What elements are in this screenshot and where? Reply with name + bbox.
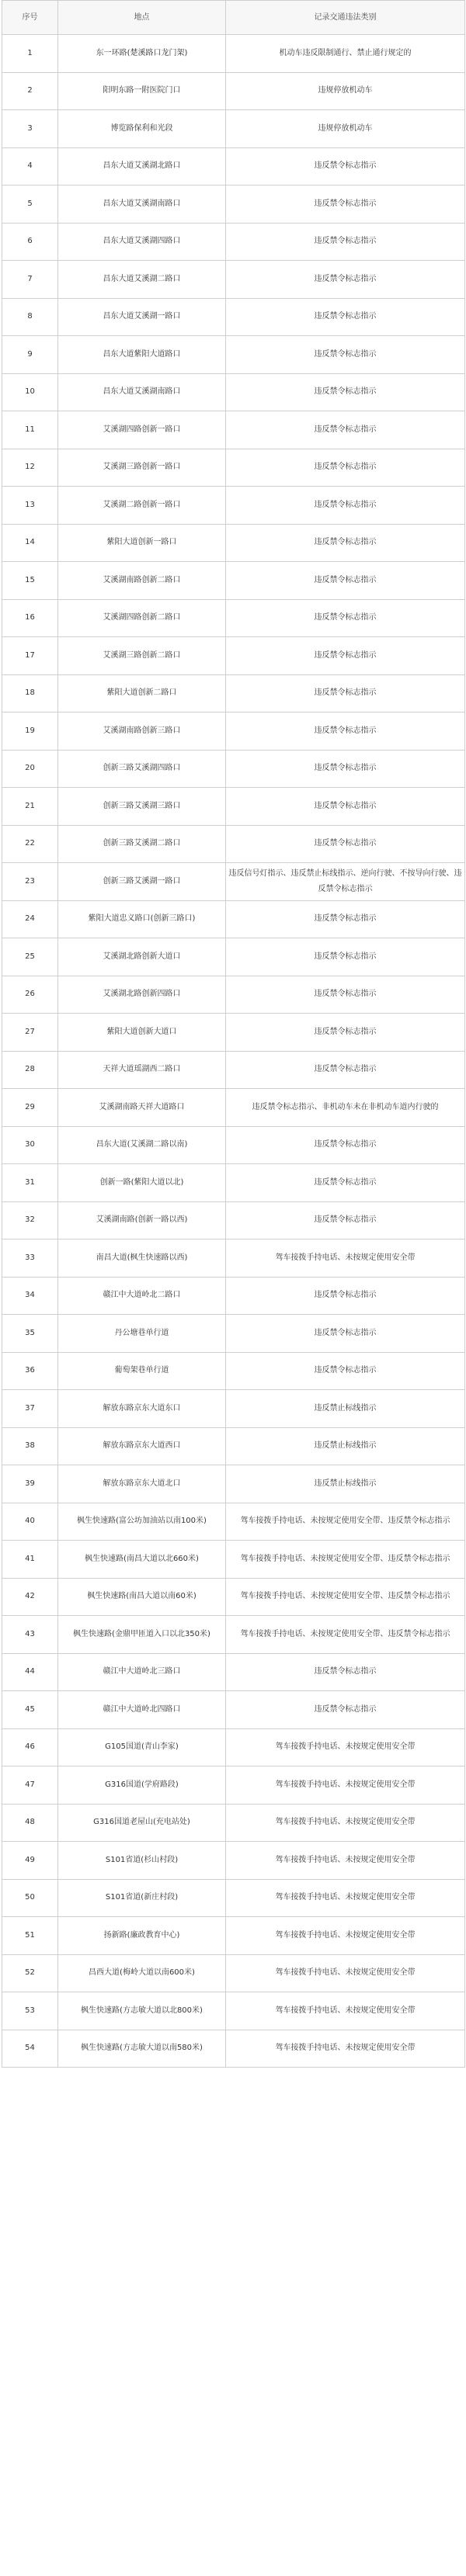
table-row <box>2 788 465 826</box>
traffic-camera-table <box>2 0 465 2068</box>
cell-location: 昌东大道艾溪湖南路口 <box>58 373 226 411</box>
cell-location: 紫阳大道创新一路口 <box>58 524 226 562</box>
cell-location: G316国道(学府路段) <box>58 1766 226 1805</box>
table-row <box>2 1541 465 1579</box>
table-row <box>2 449 465 487</box>
cell-index: 38 <box>2 1427 58 1465</box>
cell-location: 艾溪湖四路创新二路口 <box>58 599 226 637</box>
cell-location: 艾溪湖北路创新大道口 <box>58 938 226 976</box>
cell-location: 创新三路艾溪湖四路口 <box>58 750 226 788</box>
table-row <box>2 1954 465 1992</box>
cell-index: 46 <box>2 1728 58 1766</box>
cell-index: 32 <box>2 1201 58 1239</box>
table-row <box>2 1766 465 1805</box>
cell-violation-type: 违反禁令标志指示 <box>226 750 465 788</box>
cell-violation-type: 驾车接拨手持电话、未按规定使用安全带、违反禁令标志指示 <box>226 1541 465 1579</box>
table-row <box>2 1653 465 1691</box>
cell-location: 阳明东路一附医院门口 <box>58 72 226 110</box>
cell-location: 博览路保利和光段 <box>58 110 226 148</box>
cell-index: 14 <box>2 524 58 562</box>
cell-location: 东一环路(楚溪路口龙门架) <box>58 35 226 73</box>
cell-location: 赣江中大道岭北二路口 <box>58 1277 226 1315</box>
cell-index: 47 <box>2 1766 58 1805</box>
cell-index: 31 <box>2 1164 58 1202</box>
cell-location: S101省道(杉山村段) <box>58 1842 226 1880</box>
cell-violation-type: 违反禁令标志指示 <box>226 1653 465 1691</box>
cell-violation-type: 违反禁令标志指示 <box>226 712 465 751</box>
cell-location: 艾溪湖南路天祥大道路口 <box>58 1089 226 1127</box>
cell-violation-type: 驾车接拨手持电话、未按规定使用安全带 <box>226 2030 465 2068</box>
table-row <box>2 298 465 336</box>
cell-location: G316国道老屋山(充电站处) <box>58 1804 226 1842</box>
cell-violation-type: 违反禁令标志指示 <box>226 1352 465 1390</box>
table-row <box>2 223 465 261</box>
table-row <box>2 1691 465 1729</box>
cell-location: 昌东大道紫阳大道路口 <box>58 336 226 374</box>
cell-index: 54 <box>2 2030 58 2068</box>
cell-index: 5 <box>2 185 58 224</box>
table-row <box>2 2030 465 2068</box>
table-row <box>2 750 465 788</box>
cell-violation-type: 违反禁令标志指示 <box>226 900 465 938</box>
cell-index: 34 <box>2 1277 58 1315</box>
cell-violation-type: 机动车违反限制通行、禁止通行规定的 <box>226 35 465 73</box>
cell-index: 1 <box>2 35 58 73</box>
cell-index: 11 <box>2 411 58 449</box>
cell-location: 赣江中大道岭北四路口 <box>58 1691 226 1729</box>
table-row <box>2 185 465 224</box>
cell-violation-type: 驾车接拨手持电话、未按规定使用安全带 <box>226 1992 465 2030</box>
cell-location: 艾溪湖南路创新二路口 <box>58 562 226 600</box>
table-row <box>2 411 465 449</box>
cell-violation-type: 违反禁止标线指示 <box>226 1465 465 1503</box>
cell-index: 26 <box>2 976 58 1014</box>
table-row <box>2 599 465 637</box>
cell-violation-type: 违反禁令标志指示 <box>226 223 465 261</box>
cell-violation-type: 违反禁令标志指示 <box>226 562 465 600</box>
table-row <box>2 712 465 751</box>
table-row <box>2 1201 465 1239</box>
cell-violation-type: 驾车接拨手持电话、未按规定使用安全带 <box>226 1804 465 1842</box>
cell-location: 创新三路艾溪湖三路口 <box>58 788 226 826</box>
table-row <box>2 863 465 901</box>
cell-violation-type: 违反禁令标志指示 <box>226 1014 465 1052</box>
cell-index: 42 <box>2 1578 58 1616</box>
cell-index: 33 <box>2 1239 58 1278</box>
cell-location: 昌东大道(艾溪湖二路以南) <box>58 1126 226 1164</box>
table-row <box>2 110 465 148</box>
cell-index: 39 <box>2 1465 58 1503</box>
cell-violation-type: 违反禁令标志指示 <box>226 1277 465 1315</box>
cell-violation-type: 违反禁令标志指示 <box>226 411 465 449</box>
cell-index: 53 <box>2 1992 58 2030</box>
cell-violation-type: 违反禁令标志指示 <box>226 674 465 712</box>
cell-violation-type: 违反禁令标志指示 <box>226 336 465 374</box>
cell-index: 40 <box>2 1503 58 1541</box>
cell-location: S101省道(新庄村段) <box>58 1879 226 1917</box>
cell-location: 创新一路(紫阳大道以北) <box>58 1164 226 1202</box>
cell-location: G105国道(青山李家) <box>58 1728 226 1766</box>
cell-location: 丹公塘巷单行道 <box>58 1315 226 1353</box>
table-row <box>2 1164 465 1202</box>
cell-index: 7 <box>2 261 58 299</box>
cell-violation-type: 违反禁令标志指示、非机动车未在非机动车道内行驶的 <box>226 1089 465 1127</box>
cell-location: 天祥大道瑶湖西二路口 <box>58 1051 226 1089</box>
cell-index: 20 <box>2 750 58 788</box>
table-row <box>2 487 465 525</box>
cell-index: 9 <box>2 336 58 374</box>
cell-index: 50 <box>2 1879 58 1917</box>
table-row <box>2 72 465 110</box>
table-header-row <box>2 1 465 35</box>
cell-index: 19 <box>2 712 58 751</box>
cell-location: 解放东路京东大道东口 <box>58 1390 226 1428</box>
cell-index: 36 <box>2 1352 58 1390</box>
table-row <box>2 976 465 1014</box>
cell-violation-type: 违规停放机动车 <box>226 72 465 110</box>
cell-violation-type: 违反禁令标志指示 <box>226 1315 465 1353</box>
cell-index: 23 <box>2 863 58 901</box>
cell-index: 49 <box>2 1842 58 1880</box>
cell-location: 枫生快速路(方志敏大道以南580米) <box>58 2030 226 2068</box>
cell-violation-type: 驾车接拨手持电话、未按规定使用安全带 <box>226 1728 465 1766</box>
cell-index: 51 <box>2 1917 58 1955</box>
table-row <box>2 1427 465 1465</box>
cell-violation-type: 驾车接拨手持电话、未按规定使用安全带 <box>226 1766 465 1805</box>
table-row <box>2 1390 465 1428</box>
cell-location: 创新三路艾溪湖一路口 <box>58 863 226 901</box>
cell-violation-type: 违反禁令标志指示 <box>226 487 465 525</box>
table-row <box>2 1728 465 1766</box>
cell-index: 30 <box>2 1126 58 1164</box>
cell-index: 24 <box>2 900 58 938</box>
table-row <box>2 1503 465 1541</box>
table-row <box>2 1089 465 1127</box>
cell-index: 22 <box>2 825 58 863</box>
cell-location: 艾溪湖北路创新四路口 <box>58 976 226 1014</box>
cell-index: 25 <box>2 938 58 976</box>
table-row <box>2 1578 465 1616</box>
cell-index: 27 <box>2 1014 58 1052</box>
cell-violation-type: 违规停放机动车 <box>226 110 465 148</box>
cell-index: 10 <box>2 373 58 411</box>
cell-violation-type: 驾车接拨手持电话、未按规定使用安全带 <box>226 1917 465 1955</box>
cell-index: 4 <box>2 147 58 185</box>
header-violation-type: 记录交通违法类别 <box>226 1 465 35</box>
cell-location: 创新三路艾溪湖二路口 <box>58 825 226 863</box>
cell-violation-type: 驾车接拨手持电话、未按规定使用安全带 <box>226 1879 465 1917</box>
table-row <box>2 1051 465 1089</box>
cell-location: 枫生快速路(方志敏大道以北800米) <box>58 1992 226 2030</box>
cell-location: 艾溪湖三路创新一路口 <box>58 449 226 487</box>
cell-location: 昌西大道(梅岭大道以南600米) <box>58 1954 226 1992</box>
header-index: 序号 <box>2 1 58 35</box>
cell-index: 43 <box>2 1616 58 1654</box>
table-row <box>2 373 465 411</box>
cell-violation-type: 违反禁令标志指示 <box>226 637 465 675</box>
cell-index: 45 <box>2 1691 58 1729</box>
table-row <box>2 825 465 863</box>
table-row <box>2 900 465 938</box>
table-row <box>2 1126 465 1164</box>
table-row <box>2 1352 465 1390</box>
cell-violation-type: 驾车接拨手持电话、未按规定使用安全带、违反禁令标志指示 <box>226 1578 465 1616</box>
table-row <box>2 1277 465 1315</box>
cell-violation-type: 违反禁令标志指示 <box>226 788 465 826</box>
table-row <box>2 1239 465 1278</box>
cell-violation-type: 违反禁令标志指示 <box>226 1164 465 1202</box>
cell-violation-type: 违反信号灯指示、违反禁止标线指示、逆向行驶、不按导向行驶、违反禁令标志指示 <box>226 863 465 901</box>
table-row <box>2 1315 465 1353</box>
cell-index: 8 <box>2 298 58 336</box>
cell-location: 艾溪湖南路创新三路口 <box>58 712 226 751</box>
table-row <box>2 1879 465 1917</box>
table-row <box>2 1616 465 1654</box>
cell-location: 紫阳大道创新大道口 <box>58 1014 226 1052</box>
table-row <box>2 1992 465 2030</box>
cell-violation-type: 驾车接拨手持电话、未按规定使用安全带 <box>226 1239 465 1278</box>
cell-violation-type: 驾车接拨手持电话、未按规定使用安全带 <box>226 1842 465 1880</box>
table-row <box>2 524 465 562</box>
table-row <box>2 147 465 185</box>
cell-location: 扬新路(廉政教育中心) <box>58 1917 226 1955</box>
cell-location: 艾溪湖南路(创新一路以西) <box>58 1201 226 1239</box>
cell-index: 17 <box>2 637 58 675</box>
cell-index: 41 <box>2 1541 58 1579</box>
cell-violation-type: 违反禁令标志指示 <box>226 825 465 863</box>
cell-index: 48 <box>2 1804 58 1842</box>
cell-index: 44 <box>2 1653 58 1691</box>
cell-index: 16 <box>2 599 58 637</box>
table-row <box>2 1804 465 1842</box>
cell-location: 赣江中大道岭北三路口 <box>58 1653 226 1691</box>
cell-violation-type: 违反禁令标志指示 <box>226 261 465 299</box>
table-row <box>2 35 465 73</box>
table-row <box>2 562 465 600</box>
cell-violation-type: 驾车接拨手持电话、未按规定使用安全带、违反禁令标志指示 <box>226 1616 465 1654</box>
cell-index: 2 <box>2 72 58 110</box>
cell-location: 艾溪湖二路创新一路口 <box>58 487 226 525</box>
cell-index: 6 <box>2 223 58 261</box>
table-row <box>2 336 465 374</box>
cell-location: 枫生快速路(富公坊加油站以南100米) <box>58 1503 226 1541</box>
table-row <box>2 938 465 976</box>
cell-index: 28 <box>2 1051 58 1089</box>
table-row <box>2 674 465 712</box>
header-location: 地点 <box>58 1 226 35</box>
cell-location: 昌东大道艾溪湖一路口 <box>58 298 226 336</box>
cell-location: 紫阳大道创新二路口 <box>58 674 226 712</box>
cell-violation-type: 违反禁令标志指示 <box>226 147 465 185</box>
cell-violation-type: 驾车接拨手持电话、未按规定使用安全带 <box>226 1954 465 1992</box>
cell-index: 37 <box>2 1390 58 1428</box>
cell-location: 枫生快速路(南昌大道以北660米) <box>58 1541 226 1579</box>
cell-index: 15 <box>2 562 58 600</box>
cell-index: 52 <box>2 1954 58 1992</box>
cell-location: 昌东大道艾溪湖四路口 <box>58 223 226 261</box>
cell-location: 昌东大道艾溪湖南路口 <box>58 185 226 224</box>
cell-violation-type: 违反禁令标志指示 <box>226 1051 465 1089</box>
table-row <box>2 1465 465 1503</box>
cell-violation-type: 违反禁令标志指示 <box>226 373 465 411</box>
cell-location: 紫阳大道忠义路口(创新三路口) <box>58 900 226 938</box>
cell-index: 21 <box>2 788 58 826</box>
cell-location: 解放东路京东大道北口 <box>58 1465 226 1503</box>
cell-violation-type: 违反禁令标志指示 <box>226 1691 465 1729</box>
cell-violation-type: 违反禁令标志指示 <box>226 599 465 637</box>
cell-location: 解放东路京东大道西口 <box>58 1427 226 1465</box>
cell-location: 艾溪湖三路创新二路口 <box>58 637 226 675</box>
cell-violation-type: 驾车接拨手持电话、未按规定使用安全带、违反禁令标志指示 <box>226 1503 465 1541</box>
cell-index: 13 <box>2 487 58 525</box>
cell-location: 昌东大道艾溪湖二路口 <box>58 261 226 299</box>
table-body <box>2 35 465 2068</box>
table-row <box>2 1014 465 1052</box>
cell-violation-type: 违反禁令标志指示 <box>226 449 465 487</box>
cell-violation-type: 违反禁令标志指示 <box>226 976 465 1014</box>
cell-location: 艾溪湖四路创新一路口 <box>58 411 226 449</box>
cell-location: 昌东大道艾溪湖北路口 <box>58 147 226 185</box>
cell-index: 12 <box>2 449 58 487</box>
cell-location: 枫生快速路(金鼎甲匝道入口以北350米) <box>58 1616 226 1654</box>
cell-violation-type: 违反禁令标志指示 <box>226 1126 465 1164</box>
cell-violation-type: 违反禁令标志指示 <box>226 185 465 224</box>
table-row <box>2 261 465 299</box>
cell-violation-type: 违反禁止标线指示 <box>226 1390 465 1428</box>
cell-location: 葡萄架巷单行道 <box>58 1352 226 1390</box>
cell-index: 35 <box>2 1315 58 1353</box>
cell-violation-type: 违反禁令标志指示 <box>226 524 465 562</box>
table-row <box>2 1842 465 1880</box>
cell-location: 枫生快速路(南昌大道以南60米) <box>58 1578 226 1616</box>
cell-index: 3 <box>2 110 58 148</box>
table-row <box>2 1917 465 1955</box>
cell-violation-type: 违反禁令标志指示 <box>226 1201 465 1239</box>
cell-violation-type: 违反禁止标线指示 <box>226 1427 465 1465</box>
cell-violation-type: 违反禁令标志指示 <box>226 938 465 976</box>
table-row <box>2 637 465 675</box>
cell-location: 南昌大道(枫生快速路以西) <box>58 1239 226 1278</box>
cell-violation-type: 违反禁令标志指示 <box>226 298 465 336</box>
cell-index: 18 <box>2 674 58 712</box>
cell-index: 29 <box>2 1089 58 1127</box>
